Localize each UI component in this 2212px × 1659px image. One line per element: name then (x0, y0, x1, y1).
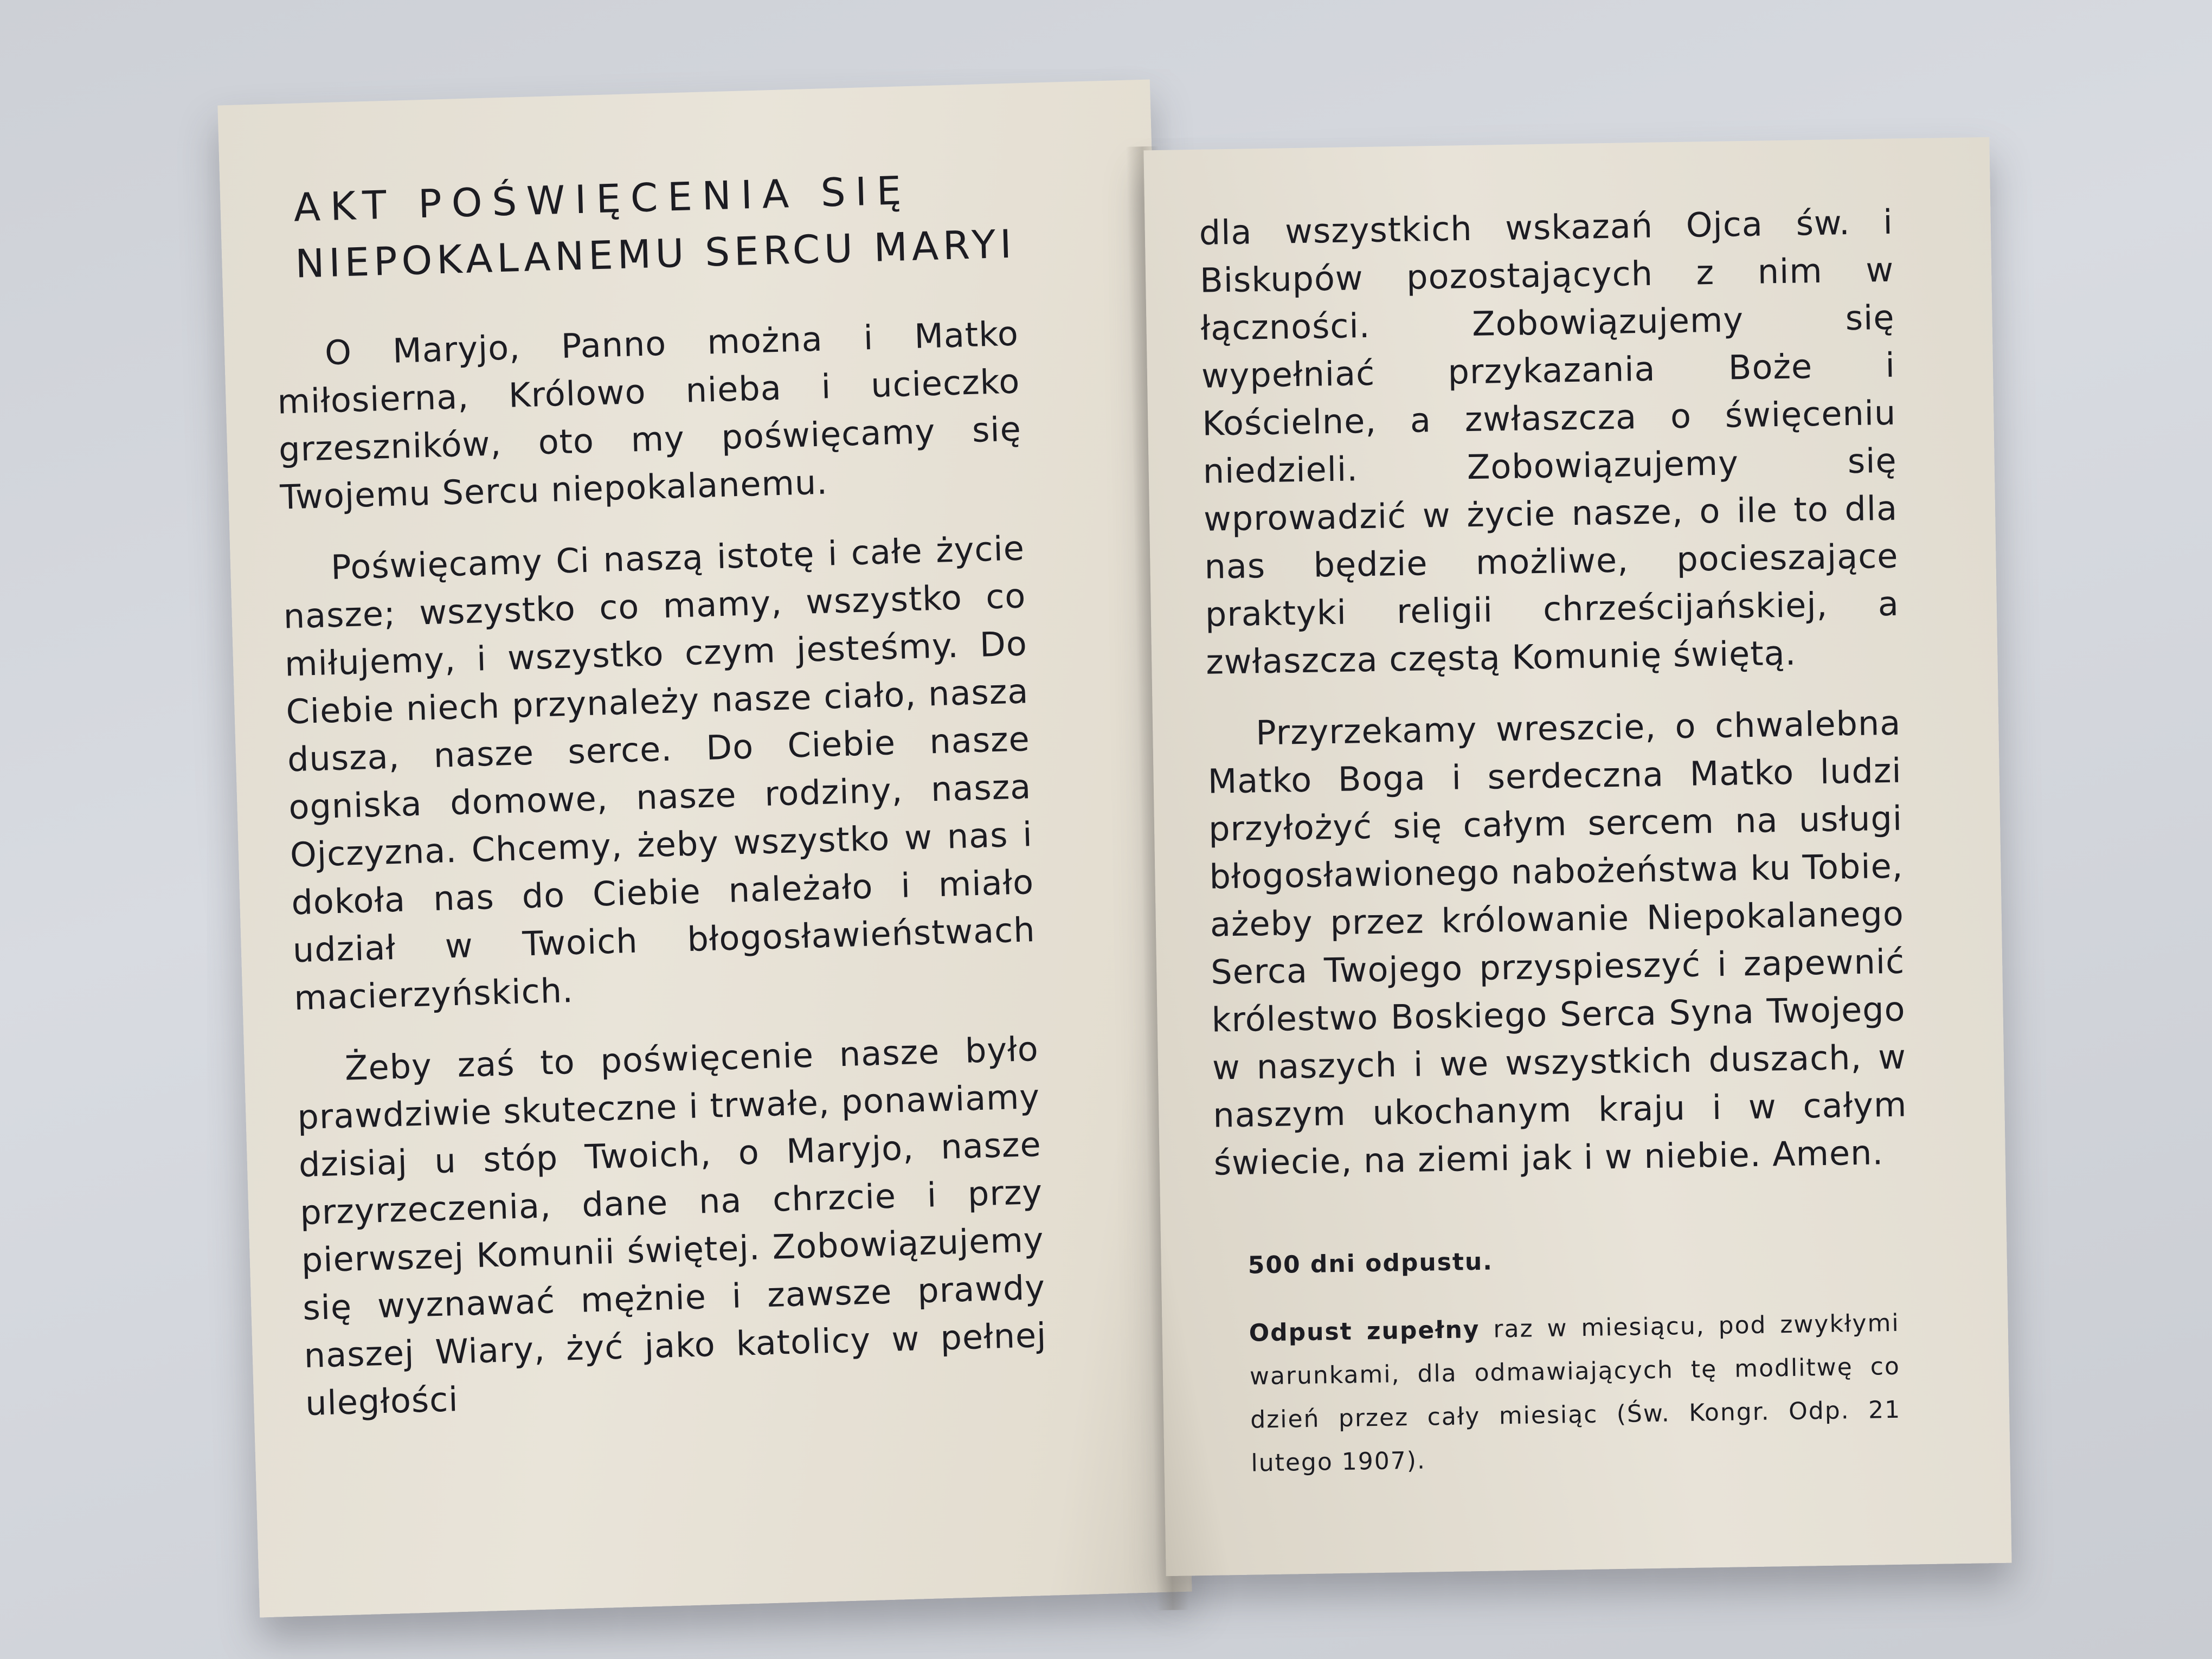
indulgence-bold-label: Odpust zupełny (1249, 1315, 1480, 1347)
indulgence-text (1249, 1302, 1902, 1486)
title-line-1: AKT POŚWIĘCENIA SIĘ (293, 167, 912, 230)
left-page (217, 80, 1192, 1618)
indulgence-body: raz w miesiącu, pod zwykłymi warunkami, dla odmawiających tę modlitwę co dzień przez cały miesiąc (Św. Kongr. Odp. 21 lutego 1907). (1249, 1309, 1901, 1477)
prayer-title (271, 159, 1017, 293)
paragraph-4: dla wszystkich wskazań Ojca św. i Biskupów pozostających z nim w łączności. Zobowiązujemy się wypełniać przykazania Boże i Kościelne, a zwłaszcza o święceniu niedzieli. Zobowiązujemy się wprowadzić w życie nasze, o ile to dla nas będzie możliwe, pocieszające praktyki religii chrześcijańskiej, a zwłaszcza częstą Komunię świętą. (1199, 202, 1900, 682)
paragraph-5: Przyrzekamy wreszcie, o chwalebna Matko Boga i serdeczna Matko ludzi przyłożyć się całym sercem na usługi błogosławionego nabożeństwa ku Tobie, ażeby przez królowanie Niepokalanego Serca Twojego przyspieszyć i zapewnić królestwo Boskiego Serca Syna Twojego w naszych i we wszystkich duszach, w naszym ukochanym kraju i w całym świecie, na ziemi jak i w niebie. Amen. (1207, 703, 1907, 1183)
paragraph-1: O Maryjo, Panno można i Matko miłosierna, Królowo nieba i ucieczko grzeszników, oto my poświęcamy się Twojemu Sercu niepokalanemu. (276, 313, 1022, 517)
right-page (1143, 137, 2011, 1576)
paragraph-3: Żeby zaś to poświęcenie nasze było prawdziwie skuteczne i trwałe, ponawiamy dzisiaj u stóp Twoich, o Maryjo, nasze przyrzeczenia, dane na chrzcie i przy pierwszej Komunii świętej. Zobowiązujemy się wyznawać mężnie i zawsze prawdy naszej Wiary, żyć jako katolicy w pełnej uległości (297, 1028, 1047, 1423)
title-line-2: NIEPOKALANEMU SERCU MARYI (294, 221, 1017, 287)
right-page-text (1199, 198, 1913, 1486)
left-page-text (271, 159, 1049, 1451)
indulgence-title: 500 dni odpustu. (1248, 1248, 1494, 1279)
indulgence-notes (1215, 1241, 1913, 1486)
paragraph-2: Poświęcamy Ci naszą istotę i całe życie nasze; wszystko co mamy, wszystko co miłujemy, i wszystko czym jesteśmy. Do Ciebie niech przynależy nasze ciało, nasza dusza, nasze serce. Do Ciebie nasze ogniska domowe, nasze rodziny, nasza Ojczyzna. Chcemy, żeby wszystko w nas i dokoła nas do Ciebie należało i miało udział w Twoich błogosławieństwach macierzyńskich. (282, 528, 1036, 1018)
